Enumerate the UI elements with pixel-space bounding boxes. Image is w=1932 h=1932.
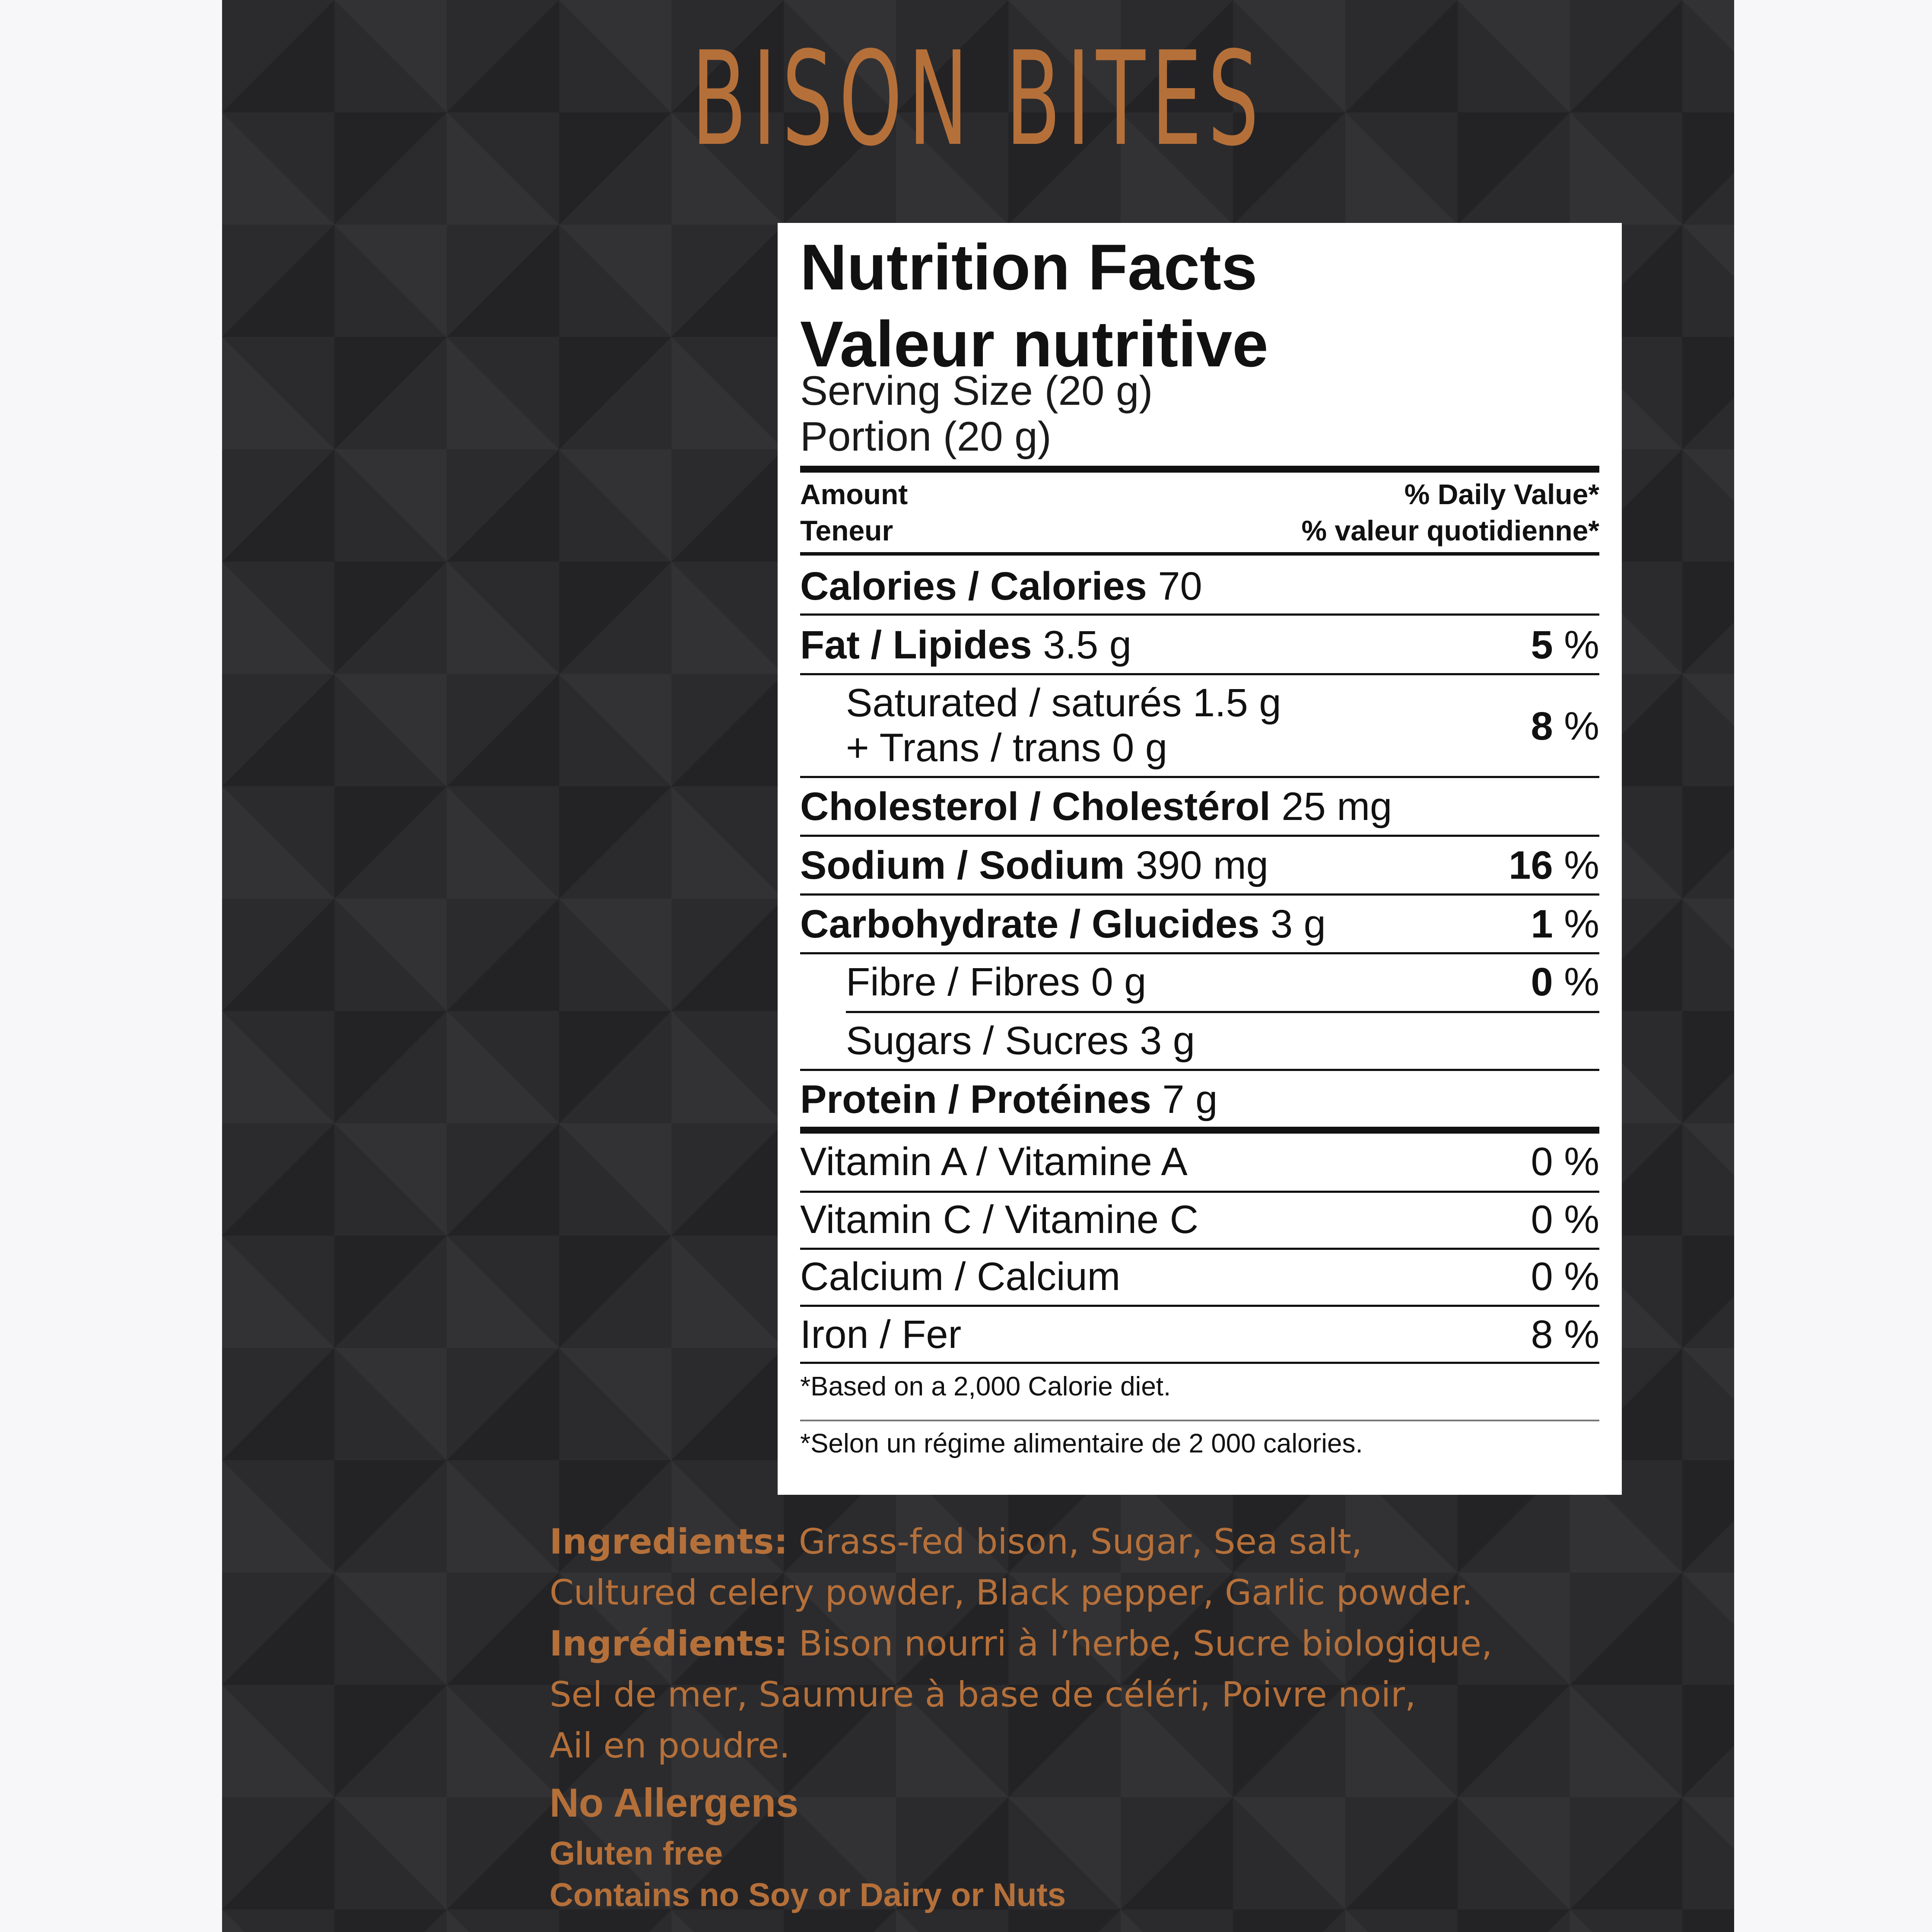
cholesterol-name: Cholesterol / Cholestérol (800, 785, 1271, 829)
fat-pct-value: 5 (1531, 623, 1553, 667)
protein-row (800, 1076, 1599, 1123)
divider (800, 835, 1599, 837)
calcium-pct: 0 % (1531, 1255, 1599, 1299)
divider (800, 1069, 1599, 1071)
sodium-pct-unit: % (1553, 843, 1599, 887)
cholesterol-amount: 25 mg (1270, 785, 1392, 829)
divider (800, 1191, 1599, 1193)
divider (800, 1248, 1599, 1250)
serving-size-en: Serving Size (20 g) (800, 368, 1153, 414)
iron-pct: 8 % (1531, 1312, 1599, 1357)
divider (800, 776, 1599, 778)
ingredients-fr-line-3: Ail en poudre. (550, 1725, 790, 1766)
divider (800, 613, 1599, 616)
carbohydrate-amount: 3 g (1259, 902, 1326, 946)
calcium-row (800, 1253, 1599, 1300)
fibre-name: Fibre / Fibres 0 g (846, 960, 1147, 1004)
saturated-pct-unit: % (1553, 704, 1599, 748)
divider (800, 893, 1599, 896)
sodium-pct (1509, 842, 1599, 889)
ingredients-fr-label: Ingrédients: (550, 1624, 788, 1664)
ingredients-fr-line-1 (550, 1618, 1500, 1669)
divider (800, 952, 1599, 954)
divider (800, 1420, 1599, 1421)
fibre-row (846, 958, 1599, 1006)
divider (800, 673, 1599, 675)
fat-amount: 3.5 g (1032, 623, 1131, 667)
brand-title: BISON BITES (691, 24, 1265, 175)
carbohydrate-row (800, 900, 1599, 948)
ingredients-fr-line-2: Sel de mer, Saumure à base de céléri, Poivre noir, (550, 1675, 1416, 1715)
amount-label-fr: Teneur (800, 515, 893, 547)
divider (800, 1305, 1599, 1307)
divider (846, 1011, 1599, 1013)
nutrition-label (778, 223, 1622, 1495)
calcium-name: Calcium / Calcium (800, 1255, 1121, 1299)
fat-pct (1531, 621, 1599, 669)
fibre-pct (1531, 958, 1599, 1006)
calories-amount: 70 (1147, 564, 1202, 608)
thick-divider (800, 466, 1599, 473)
sodium-pct-value: 16 (1509, 843, 1553, 887)
vitamin-a-row (800, 1138, 1599, 1185)
trans-row (846, 724, 1599, 772)
divider (800, 552, 1599, 556)
fibre-pct-unit: % (1553, 960, 1599, 1004)
vitamin-c-pct: 0 % (1531, 1198, 1599, 1242)
vitamin-a-pct: 0 % (1531, 1140, 1599, 1184)
carbohydrate-pct-unit: % (1553, 902, 1599, 946)
allergen-gluten-free: Gluten free (550, 1835, 723, 1872)
ingredients-fr-text-1: Bison nourri à l’herbe, Sucre biologique, (788, 1624, 1493, 1664)
saturated-row (846, 679, 1599, 727)
divider (800, 1362, 1599, 1364)
sodium-amount: 390 mg (1125, 843, 1268, 887)
carbohydrate-name: Carbohydrate / Glucides (800, 902, 1260, 946)
trans-name: + Trans / trans 0 g (846, 726, 1168, 770)
iron-row (800, 1311, 1599, 1358)
footnote-fr: *Selon un régime alimentaire de 2 000 calories. (800, 1429, 1363, 1459)
sugars-name: Sugars / Sucres 3 g (846, 1019, 1195, 1063)
serving-size-fr: Portion (20 g) (800, 413, 1052, 460)
footnote-en: *Based on a 2,000 Calorie diet. (800, 1372, 1171, 1401)
saturated-name: Saturated / saturés 1.5 g (846, 681, 1281, 725)
ingredients-en-line-1 (550, 1516, 1500, 1567)
thick-divider (800, 1127, 1599, 1134)
allergen-no-soy-dairy-nuts: Contains no Soy or Dairy or Nuts (550, 1877, 1066, 1913)
ingredients-en-label: Ingredients: (550, 1522, 788, 1562)
saturated-pct-value: 8 (1531, 704, 1553, 748)
sodium-name: Sodium / Sodium (800, 843, 1125, 887)
protein-name: Protein / Protéines (800, 1077, 1151, 1122)
fat-pct-unit: % (1553, 623, 1599, 667)
ingredients-en-text-1: Grass-fed bison, Sugar, Sea salt, (788, 1522, 1363, 1562)
daily-value-label-en: % Daily Value* (1404, 478, 1599, 510)
vitamin-c-row (800, 1196, 1599, 1243)
nutrition-title-fr: Valeur nutritive (800, 308, 1268, 380)
fibre-pct-value: 0 (1531, 960, 1553, 1004)
vitamin-c-name: Vitamin C / Vitamine C (800, 1198, 1199, 1242)
daily-value-label-fr: % valeur quotidienne* (1301, 515, 1599, 547)
fat-name: Fat / Lipides (800, 623, 1032, 667)
ingredients-en-line-2: Cultured celery powder, Black pepper, Garlic powder. (550, 1573, 1473, 1613)
carbohydrate-pct (1531, 900, 1599, 948)
calories-row (800, 562, 1599, 610)
sodium-row (800, 842, 1599, 889)
ingredients-block (550, 1516, 1500, 1771)
cholesterol-row (800, 783, 1599, 830)
vitamin-a-name: Vitamin A / Vitamine A (800, 1140, 1188, 1184)
carbohydrate-pct-value: 1 (1531, 902, 1553, 946)
amount-header (800, 476, 1599, 512)
sugars-row (846, 1017, 1599, 1065)
protein-amount: 7 g (1151, 1077, 1218, 1122)
calories-name: Calories / Calories (800, 564, 1147, 608)
amount-label-en: Amount (800, 478, 908, 510)
iron-name: Iron / Fer (800, 1312, 962, 1357)
amount-header-fr (800, 512, 1599, 549)
nutrition-title-en: Nutrition Facts (800, 231, 1258, 303)
allergens-title: No Allergens (550, 1780, 799, 1825)
saturated-pct (1531, 702, 1599, 750)
fat-row (800, 621, 1599, 669)
